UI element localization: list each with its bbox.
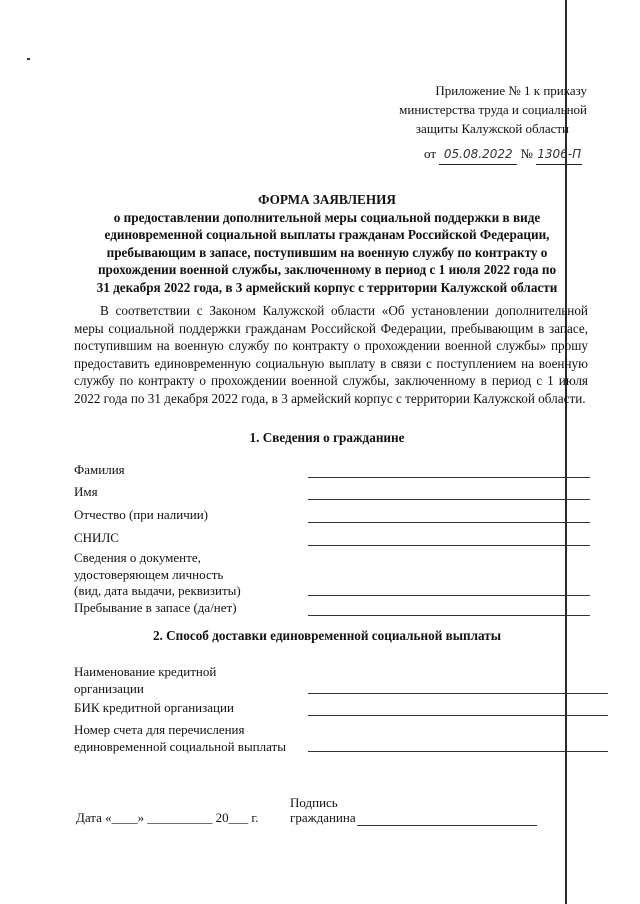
order-from-label: от <box>424 146 437 161</box>
order-number-label: № <box>520 146 533 161</box>
form-title-line-6: 31 декабря 2022 года, в 3 армейский корпус с территории Калужской области <box>96 279 558 295</box>
form-title-line-3: единовременной социальной выплаты гражданам Российской Федерации, <box>104 227 550 243</box>
snils-field-line[interactable] <box>308 545 590 546</box>
bank-name-field-line[interactable] <box>308 693 608 694</box>
bank-name-label-line-2: организации <box>74 680 144 696</box>
account-number-label-line-1: Номер счета для перечисления <box>74 722 245 737</box>
form-title-line-2: о предоставлении дополнительной меры социальной поддержки в виде <box>113 209 541 225</box>
date-field[interactable]: Дата «____» __________ 20___ г. <box>76 810 259 825</box>
bank-name-label <box>74 664 216 697</box>
signature-label-line-1: Подпись <box>290 795 338 810</box>
appendix-line-3: защиты Калужской области <box>415 121 569 136</box>
id-document-label-line-1: Сведения о документе, <box>74 550 201 565</box>
form-title-line-1: ФОРМА ЗАЯВЛЕНИЯ <box>258 192 396 207</box>
form-title-line-4: пребывающим в запасе, поступившим на военную службу по контракту о <box>106 244 548 260</box>
patronymic-field-line[interactable] <box>308 522 590 523</box>
reserve-field-line[interactable] <box>308 615 590 616</box>
intro-paragraph: В соответствии с Законом Калужской области «Об установлении дополнительной меры социальной поддержки гражданам Российской Федерации, пребывающим в запасе, поступившим на военную службу по контракту о прохождении военной службы» прошу предоставить единовременную социальную выплату в связи с поступлением на военную службу по контракту о прохождении военной службы, заключенному в период с 1 июля 2022 года по 31 декабря 2022 года, в 3 армейский корпус с территории Калужской области. <box>74 303 588 406</box>
bik-field-line[interactable] <box>308 715 608 716</box>
patronymic-label: Отчество (при наличии) <box>74 507 209 522</box>
scan-speck <box>27 58 30 60</box>
order-number-handwritten: 1306-П <box>536 145 582 165</box>
form-title-line-5: прохождении военной службы, заключенному в период с 1 июля 2022 года по <box>97 262 557 278</box>
bik-label: БИК кредитной организации <box>74 700 234 715</box>
order-date-handwritten: 05.08.2022 <box>439 145 517 165</box>
id-document-field-line[interactable] <box>308 595 590 596</box>
surname-field-line[interactable] <box>308 477 590 478</box>
bank-name-label-line-1: Наименование кредитной <box>74 664 217 679</box>
id-document-label-line-2: удостоверяющем личность <box>74 566 224 582</box>
reserve-label: Пребывание в запасе (да/нет) <box>74 600 237 615</box>
section-2-heading: 2. Способ доставки единовременной социальной выплаты <box>152 628 502 643</box>
form-title <box>68 191 586 297</box>
section-1-heading: 1. Сведения о гражданине <box>249 430 405 445</box>
snils-label: СНИЛС <box>74 530 119 545</box>
name-field-line[interactable] <box>308 499 590 500</box>
name-label: Имя <box>74 484 98 499</box>
appendix-order-ref <box>424 144 582 165</box>
id-document-label-line-3: (вид, дата выдачи, реквизиты) <box>74 583 241 598</box>
appendix-line-1: Приложение № 1 к приказу <box>435 83 587 98</box>
account-number-field-line[interactable] <box>308 751 608 752</box>
signature-label-line-2: гражданина <box>290 810 356 825</box>
id-document-label <box>74 550 241 600</box>
appendix-line-2: министерства труда и социальной <box>399 102 587 117</box>
surname-label: Фамилия <box>74 462 125 477</box>
account-number-label <box>74 722 286 755</box>
signature-field-line[interactable] <box>357 825 537 826</box>
account-number-label-line-2: единовременной социальной выплаты <box>74 738 286 754</box>
